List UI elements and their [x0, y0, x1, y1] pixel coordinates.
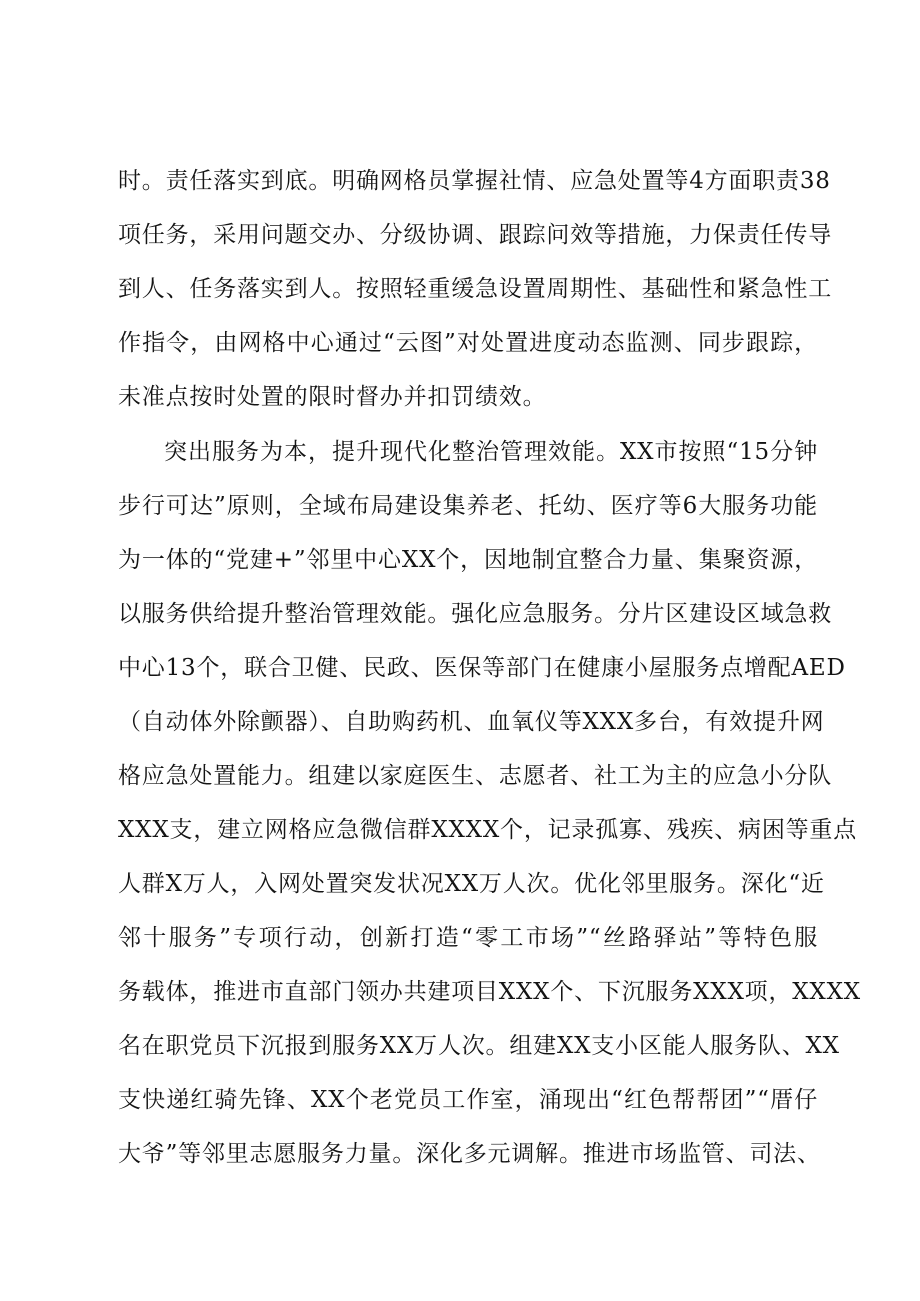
- text-line: 未准点按时处置的限时督办并扣罚绩效。: [118, 384, 547, 410]
- text-line: 项任务，采用问题交办、分级协调、跟踪问效等措施，力保责任传导: [118, 222, 832, 248]
- text-line: 格应急处置能力。组建以家庭医生、志愿者、社工为主的应急小分队: [118, 763, 832, 789]
- text-line: 大爷”等邻里志愿服务力量。深化多元调解。推进市场监管、司法、: [118, 1141, 821, 1167]
- paragraph-service-efficiency: [118, 425, 861, 1181]
- text-line: 作指令，由网格中心通过“云图”对处置进度动态监测、同步跟踪，: [118, 330, 818, 356]
- text-line: 务载体，推进市直部门领办共建项目XXX个、下沉服务XXX项，XXXX: [118, 979, 861, 1005]
- text-line-indented: 突出服务为本，提升现代化整治管理效能。XX市按照“15分钟: [164, 439, 818, 465]
- text-line: 时。责任落实到底。明确网格员掌握社情、应急处置等4方面职责38: [118, 168, 831, 194]
- text-line: 邻十服务”专项行动，创新打造“零工市场”“丝路驿站”等特色服: [118, 925, 818, 951]
- text-line: XXX支，建立网格应急微信群XXXX个，记录孤寡、残疾、病困等重点: [118, 817, 858, 843]
- text-line: 以服务供给提升整治管理效能。强化应急服务。分片区建设区域急救: [118, 601, 832, 627]
- text-line: 人群X万人，入网处置突发状况XX万人次。优化邻里服务。深化“近: [118, 871, 825, 897]
- text-line: （自动体外除颤器）、自助购药机、血氧仪等XXX多台，有效提升网: [118, 709, 825, 735]
- text-line: 为一体的“党建+”邻里中心XX个，因地制宜整合力量、集聚资源，: [118, 547, 818, 573]
- text-line: 步行可达”原则，全域布局建设集养老、托幼、医疗等6大服务功能: [118, 493, 818, 519]
- text-line: 到人、任务落实到人。按照轻重缓急设置周期性、基础性和紧急性工: [118, 276, 832, 302]
- paragraph-responsibility: [118, 154, 832, 424]
- text-line: 支快递红骑先锋、XX个老党员工作室，涌现出“红色帮帮团”“厝仔: [118, 1087, 818, 1113]
- text-line: 名在职党员下沉报到服务XX万人次。组建XX支小区能人服务队、XX: [118, 1033, 840, 1059]
- text-line: 中心13个，联合卫健、民政、医保等部门在健康小屋服务点增配AED: [118, 655, 846, 681]
